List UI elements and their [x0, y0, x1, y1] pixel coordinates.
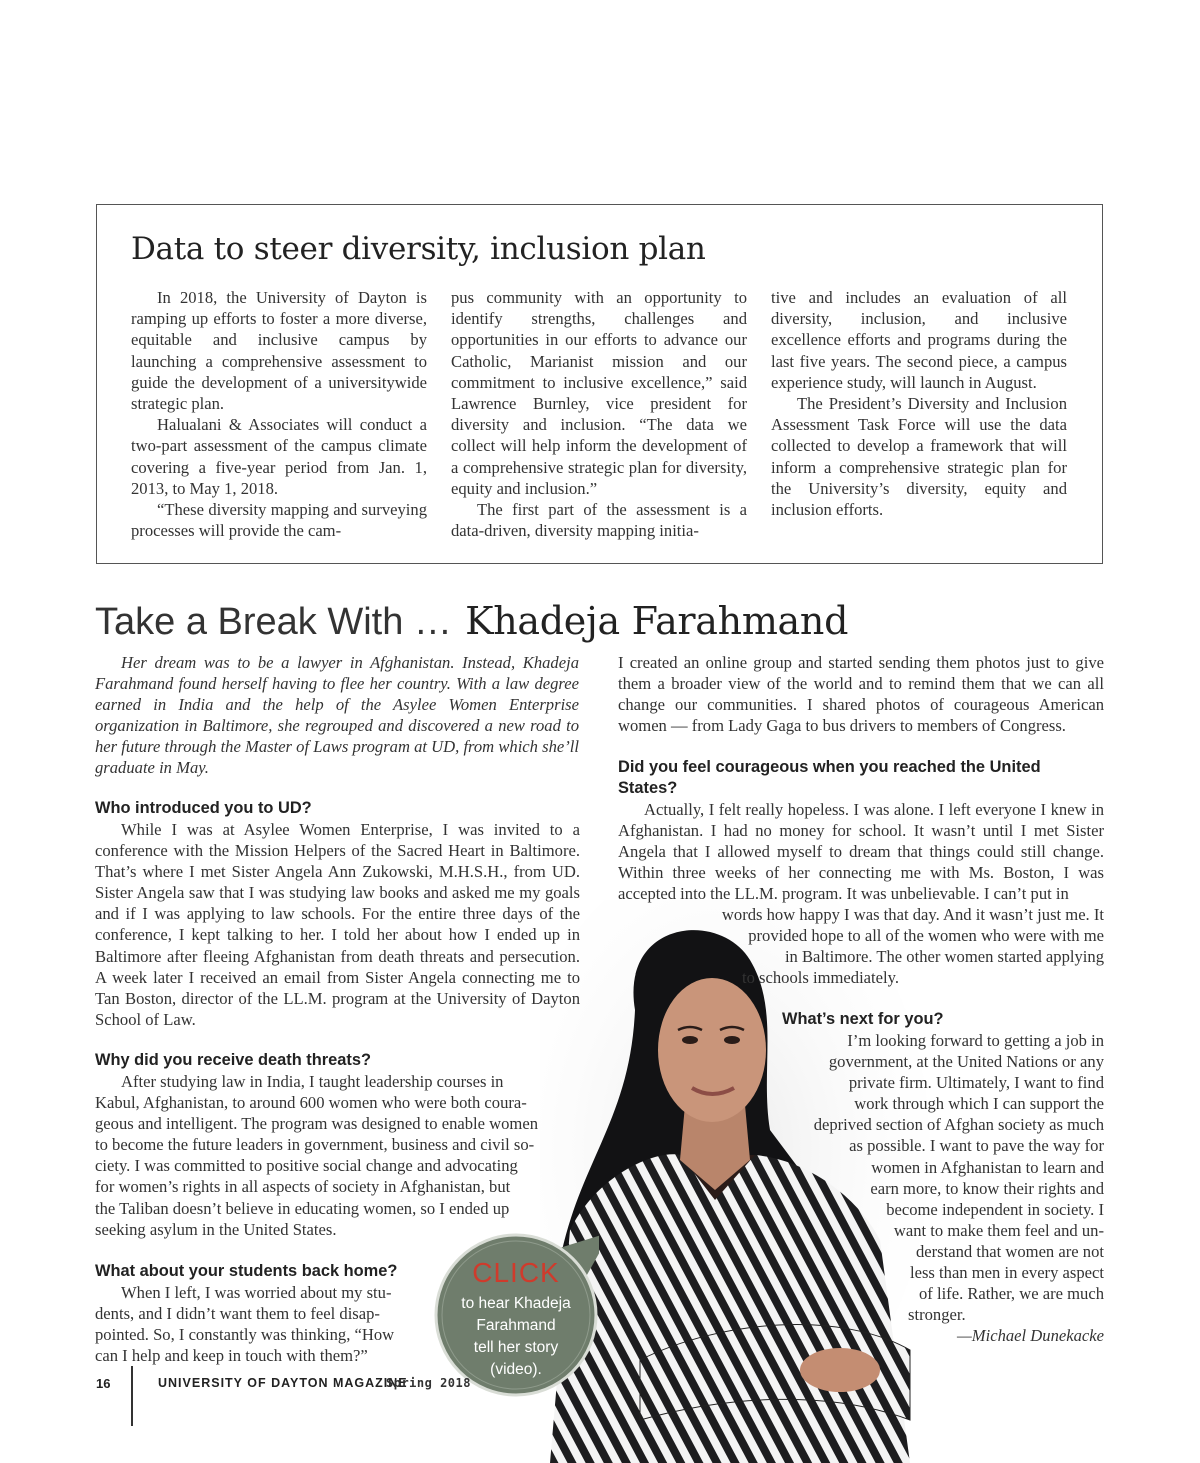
- answer-line: want to make them feel and un-: [893, 1220, 1104, 1240]
- article-headline: [95, 598, 848, 644]
- answer-paragraph: Actually, I felt really hopeless. I was alone. I left everyone I knew in Afghanistan. I had no money for school. It wasn’t until I met Sister Angela that I allowed myself to dream that things could still change. Within three weeks of her connecting me with Ms. Boston, I was accepted into the LL.M. program. It was unbelievable. I can’t put in: [618, 800, 1104, 904]
- sidebar-column-2: [451, 287, 747, 541]
- answer-line: work through which I can support the: [854, 1094, 1104, 1114]
- answer-line: the Taliban doesn’t believe in educating women, so I ended up: [95, 1198, 510, 1218]
- sidebar-title: Data to steer diversity, inclusion plan: [131, 231, 706, 267]
- qa-block-2: [95, 1050, 585, 1240]
- answer-line: stronger.: [908, 1305, 966, 1325]
- sidebar-paragraph: “These diversity mapping and surveying processes will provide the cam-: [131, 500, 427, 541]
- callout-line: tell her story: [473, 1339, 559, 1356]
- answer-line: for women’s rights in all aspects of society in Afghanistan, but: [95, 1177, 511, 1197]
- answer-line: dents, and I didn’t want them to feel disap-: [95, 1304, 380, 1324]
- qa-block-4: [618, 757, 1104, 904]
- sidebar-column-3: [771, 287, 1067, 520]
- answer-line: When I left, I was worried about my stu-: [121, 1283, 392, 1302]
- answer-line: to become the future leaders in government, business and civil so-: [95, 1135, 535, 1155]
- answer-line: words how happy I was that day. And it wasn’t just me. It: [721, 905, 1104, 924]
- issue-date: Spring 2018: [386, 1376, 471, 1390]
- answer-line: Kabul, Afghanistan, to around 600 women who were both coura-: [95, 1093, 527, 1113]
- question-heading: Who introduced you to UD?: [95, 799, 312, 817]
- callout-line: (video).: [490, 1361, 542, 1378]
- click-label[interactable]: CLICK: [472, 1257, 560, 1288]
- answer-line: seeking asylum in the United States.: [95, 1219, 337, 1239]
- answer-line: as possible. I want to pave the way for: [849, 1136, 1104, 1156]
- question-heading: What about your students back home?: [95, 1262, 398, 1280]
- answer-line: government, at the United Nations or any: [828, 1052, 1104, 1072]
- video-callout-link[interactable]: [433, 1232, 599, 1398]
- answer-line: can I help and keep in touch with them?”: [95, 1346, 368, 1366]
- qa-block-3: [95, 1261, 425, 1366]
- answer-line: pointed. So, I constantly was thinking, “How: [95, 1325, 395, 1345]
- lead-paragraph: Her dream was to be a lawyer in Afghanistan. Instead, Khadeja Farahmand found herself having to flee her country. With a law degree earned in India and the help of the Asylee Women Enterprise organization in Baltimore, she regrouped and discovered a new road to her future through the Master of Laws program at UD, from which she’ll graduate in May.: [95, 653, 579, 778]
- answer-line: to schools immediately.: [742, 968, 900, 988]
- answer-line: derstand that women are not: [915, 1241, 1104, 1261]
- sidebar-column-1: [131, 287, 427, 541]
- sidebar-paragraph: The President’s Diversity and Inclusion Assessment Task Force will use the data collected to develop a framework that will inform a comprehensive strategic plan for the University’s diversity, equity and inclusion efforts.: [771, 394, 1067, 520]
- page-number: 16: [96, 1376, 111, 1391]
- footer-divider: [131, 1366, 133, 1426]
- byline: —Michael Dunekacke: [957, 1326, 1104, 1346]
- question-heading: Did you feel courageous when you reached the United States?: [618, 758, 1041, 797]
- qa-block-1: [95, 798, 580, 1030]
- answer-line: geous and intelligent. The program was designed to enable women: [95, 1114, 538, 1134]
- question-heading: Why did you receive death threats?: [95, 1051, 371, 1069]
- answer-line: earn more, to know their rights and: [870, 1178, 1104, 1198]
- publication-name: UNIVERSITY OF DAYTON MAGAZINE: [158, 1376, 408, 1390]
- sidebar-box: [96, 204, 1103, 564]
- answer-line: of life. Rather, we are much: [918, 1284, 1104, 1304]
- callout-line: to hear Khadeja: [461, 1295, 571, 1312]
- right-column-intro: [618, 652, 1104, 736]
- answer-line: become independent in society. I: [886, 1199, 1104, 1219]
- answer-paragraph: I created an online group and started sending them photos just to give them a broader view of the world and to remind them that we can all change our communities. I shared photos of courageous American women — from Lady Gaga to bus drivers to members of Congress.: [618, 653, 1104, 736]
- answer-line: private firm. Ultimately, I want to find: [848, 1073, 1104, 1093]
- answer-line: After studying law in India, I taught leadership courses in: [121, 1072, 504, 1091]
- headline-prefix: Take a Break With …: [95, 601, 452, 643]
- question-heading: What’s next for you?: [782, 1010, 944, 1028]
- sidebar-paragraph: The first part of the assessment is a data-driven, diversity mapping initia-: [451, 500, 747, 541]
- answer-line: in Baltimore. The other women started applying: [784, 947, 1104, 967]
- qa-block-5: [782, 1009, 1104, 1346]
- answer-line: women in Afghanistan to learn and: [871, 1157, 1104, 1177]
- article-lead: [95, 652, 579, 779]
- sidebar-paragraph: tive and includes an evaluation of all diversity, inclusion, and inclusive excellence efforts and programs during the last five years. The second piece, a campus experience study, will launch in August.: [771, 288, 1067, 392]
- answer-line: ciety. I was committed to positive social change and advocating: [95, 1156, 518, 1176]
- answer-line: deprived section of Afghan society as much: [813, 1115, 1104, 1135]
- sidebar-paragraph: In 2018, the University of Dayton is ramping up efforts to foster a more diverse, equitable and inclusive campus by launching a comprehensive assessment to guide the development of a universitywide strategic plan.: [131, 288, 427, 414]
- answer-paragraph: While I was at Asylee Women Enterprise, I was invited to a conference with the Mission Helpers of the Sacred Heart in Baltimore. That’s where I met Sister Angela Ann Zukowski, M.H.S.H., from UD. Sister Angela saw that I was studying law books and asked me my goals and if I was applying to law schools. For the entire three days of the conference, I kept talking to her. I told her about how I ended up in Baltimore after fleeing Afghanistan from death threats and persecution. A week later I received an email from Sister Angela connecting me to Tan Boston, director of the LL.M. program at the University of Dayton School of Law.: [95, 820, 580, 1029]
- sidebar-paragraph: Halualani & Associates will conduct a two-part assessment of the campus climate covering a five-year period from Jan. 1, 2013, to May 1, 2018.: [131, 415, 427, 498]
- answer-line: less than men in every aspect: [910, 1263, 1104, 1283]
- callout-line: Farahmand: [476, 1317, 556, 1334]
- qa-block-4-continued: [684, 904, 1104, 988]
- headline-name: Khadeja Farahmand: [465, 599, 849, 643]
- answer-line: I’m looking forward to getting a job in: [847, 1031, 1104, 1050]
- answer-line: provided hope to all of the women who were with me: [748, 926, 1104, 946]
- sidebar-paragraph: pus community with an opportunity to identify strengths, challenges and opportunities in our efforts to advance our Catholic, Marianist mission and our commitment to inclusive excellence,” said Lawrence Burnley, vice president for diversity and inclusion. “The data we collect will help inform the development of a comprehensive strategic plan for diversity, equity and inclusion.”: [451, 288, 747, 498]
